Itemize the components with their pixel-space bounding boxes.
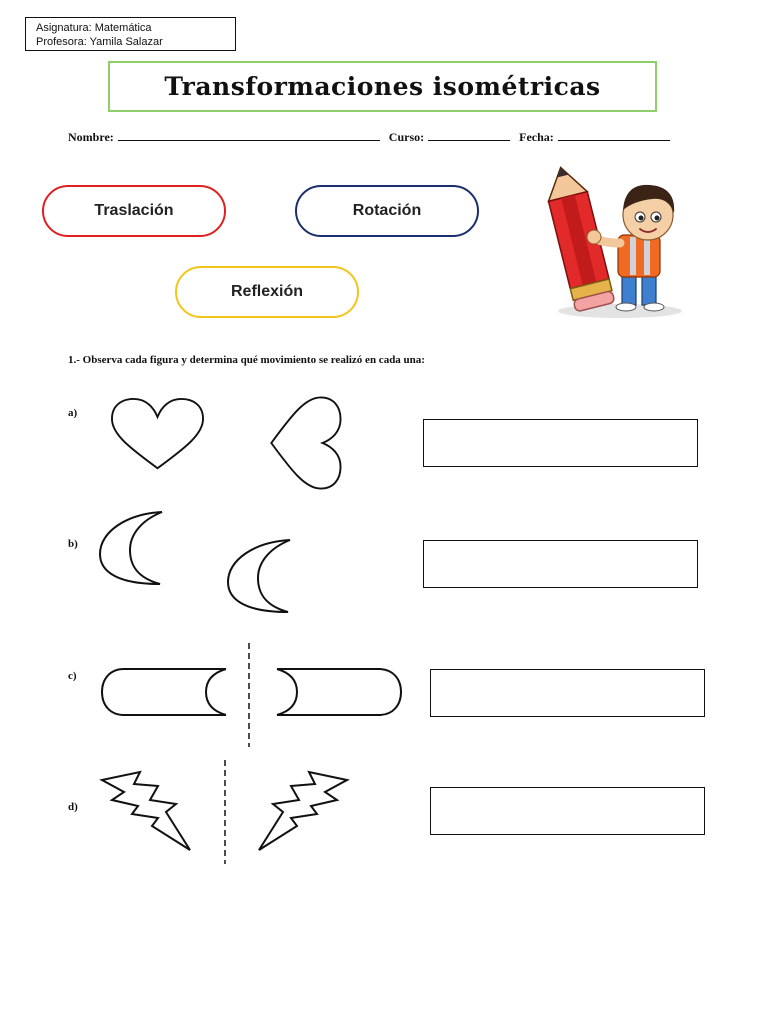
mirror-line-d: [223, 760, 227, 864]
subject-text: Asignatura: Matemática: [36, 22, 152, 34]
instruction-text: 1.- Observa cada figura y determina qué movimiento se realizó en cada una:: [68, 354, 425, 366]
teacher-text: Profesora: Yamila Salazar: [36, 36, 163, 48]
capsule-reflected-icon: [275, 667, 403, 717]
date-field[interactable]: [558, 130, 670, 141]
option-reflection-label: Reflexión: [230, 283, 303, 300]
page-title: Transformaciones isométricas: [164, 72, 601, 101]
header-info-box: [25, 17, 236, 51]
item-b-label: b): [68, 538, 78, 550]
mirror-line-c: [247, 643, 251, 747]
lightning-bolt-icon: [100, 770, 192, 852]
name-field[interactable]: [118, 130, 380, 141]
page-title-box: [108, 61, 657, 112]
course-label: Curso:: [388, 130, 425, 144]
capsule-icon: [100, 667, 228, 717]
option-reflection: [175, 266, 359, 318]
heart-icon: [110, 398, 205, 472]
option-rotation: [295, 185, 479, 237]
crescent-moon-translated-icon: [226, 538, 292, 614]
heart-rotated-icon: [257, 406, 352, 480]
name-label: Nombre:: [68, 130, 114, 144]
answer-box-c[interactable]: [430, 669, 705, 717]
item-a-label: a): [68, 407, 78, 419]
answer-box-b[interactable]: [423, 540, 698, 588]
option-translation: [42, 185, 226, 237]
option-translation-label: Traslación: [94, 202, 174, 219]
course-field[interactable]: [428, 130, 510, 141]
date-label: Fecha:: [519, 130, 554, 144]
option-rotation-label: Rotación: [352, 202, 422, 219]
item-c-label: c): [68, 670, 77, 682]
answer-box-a[interactable]: [423, 419, 698, 467]
student-fields: [68, 130, 676, 145]
crescent-moon-icon: [98, 510, 164, 586]
item-d-label: d): [68, 801, 78, 813]
lightning-bolt-reflected-icon: [257, 770, 349, 852]
answer-box-d[interactable]: [430, 787, 705, 835]
boy-with-pencil-icon: [530, 165, 700, 320]
